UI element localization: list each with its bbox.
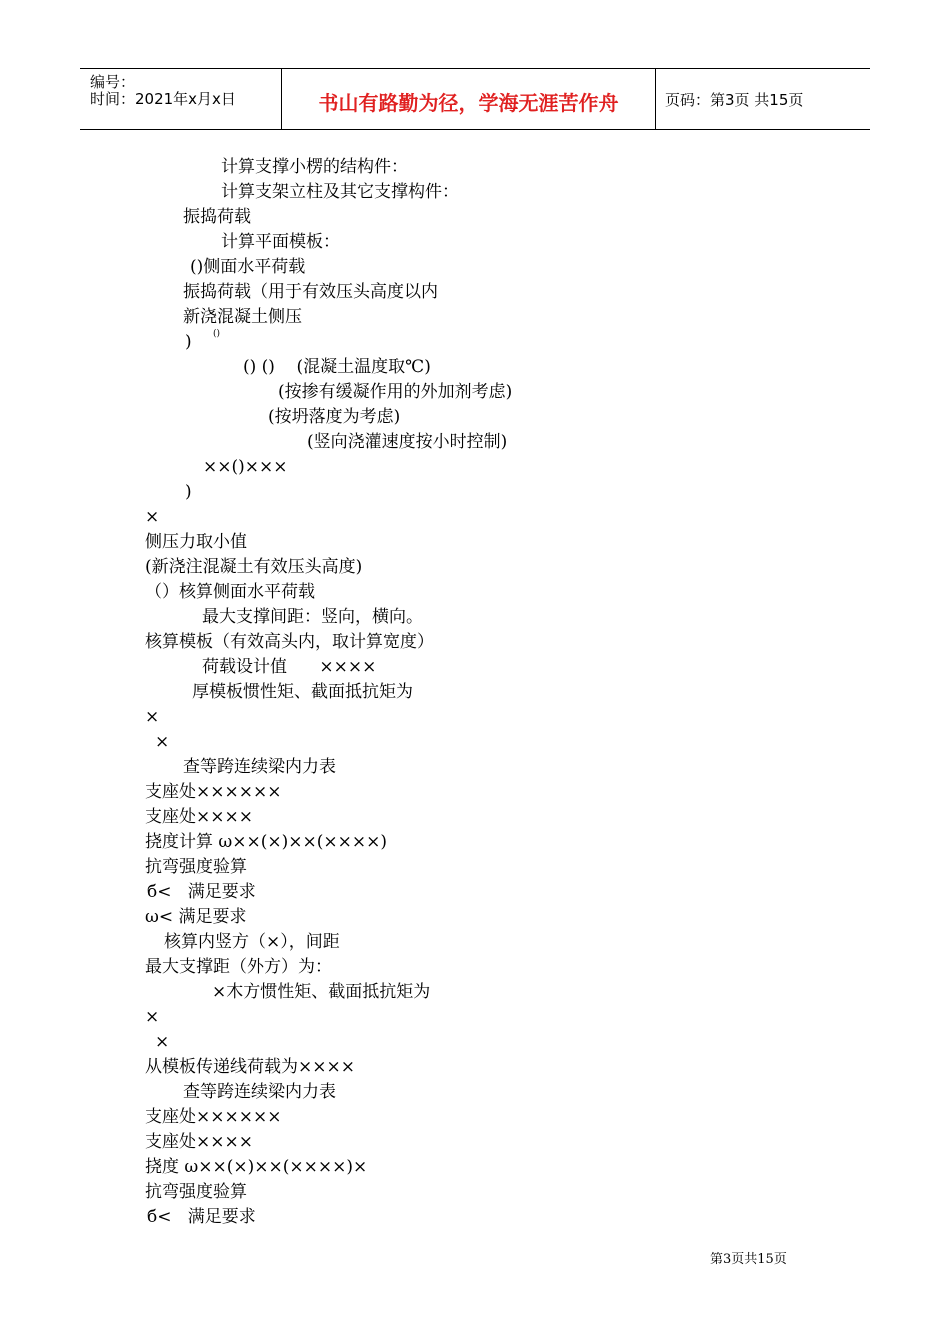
header-motto: 书山有路勤为径，学海无涯苦作舟 [318,91,619,115]
body-line: 计算支撑小楞的结构件： [221,157,408,177]
body-line-superscript: () [213,329,221,339]
body-line: ()侧面水平荷载 [190,257,306,277]
body-line: (新浇注混凝土有效压头高度) [145,557,363,577]
body-line: ) [185,482,192,502]
header-page-cell [655,69,870,129]
body-line: × [155,732,170,752]
body-line: б< 满足要求 [147,1207,256,1227]
body-line: ×木方惯性矩、截面抵抗矩为 [212,982,431,1002]
body-line: (按坍落度为考虑) [268,407,401,427]
body-line: 抗弯强度验算 [145,857,247,877]
header-page-info: 页码：第3页 共15页 [665,91,804,109]
body-line: 最大支撑间距：竖向，横向。 [202,607,423,627]
document-number-label: 编号： [90,73,136,91]
body-line: 查等跨连续梁内力表 [183,1082,336,1102]
body-line: 厚模板惯性矩、截面抵抗矩为 [192,682,413,702]
header-meta-cell [80,69,281,129]
body-line: 振捣荷载（用于有效压头高度以内 [183,282,438,302]
page-header [80,68,870,130]
body-line: （）核算侧面水平荷载 [145,582,315,602]
body-line: ) [185,332,192,352]
body-line: 荷载设计值 ×××× [202,657,377,677]
body-line: 查等跨连续梁内力表 [183,757,336,777]
body-line: 最大支撑距（外方）为： [145,957,332,977]
body-line: 核算内竖方（×），间距 [164,932,340,952]
body-line: × [145,707,160,727]
body-line: 挠度计算 ω××(×)××(××××) [145,832,387,852]
body-line: () () (混凝土温度取℃) [243,357,431,377]
body-line: ω< 满足要求 [145,907,247,927]
body-line: 支座处×××××× [145,1107,282,1127]
body-line: × [145,1007,160,1027]
body-line: 振捣荷载 [183,207,251,227]
body-line: ××()××× [203,457,288,477]
body-line: 新浇混凝土侧压 [183,307,302,327]
body-line: (竖向浇灌速度按小时控制) [307,432,508,452]
body-line: 支座处×××× [145,1132,253,1152]
body-line: 支座处×××× [145,807,253,827]
body-line: 抗弯强度验算 [145,1182,247,1202]
body-line: 挠度 ω××(×)××(××××)× [145,1157,368,1177]
body-line: × [145,507,160,527]
body-line: (按掺有缓凝作用的外加剂考虑) [278,382,513,402]
body-line: 支座处×××××× [145,782,282,802]
body-line: 从模板传递线荷载为×××× [145,1057,355,1077]
document-time-label: 时间：2021年x月x日 [90,90,236,108]
page-footer: 第3页共15页 [710,1252,787,1267]
header-motto-cell [281,69,656,129]
body-line: 侧压力取小值 [145,532,247,552]
body-line: 计算支架立柱及其它支撑构件： [221,182,459,202]
body-line: 核算模板（有效高头内，取计算宽度） [145,632,434,652]
body-line: × [155,1032,170,1052]
body-line: б< 满足要求 [147,882,256,902]
body-line: 计算平面模板： [221,232,340,252]
